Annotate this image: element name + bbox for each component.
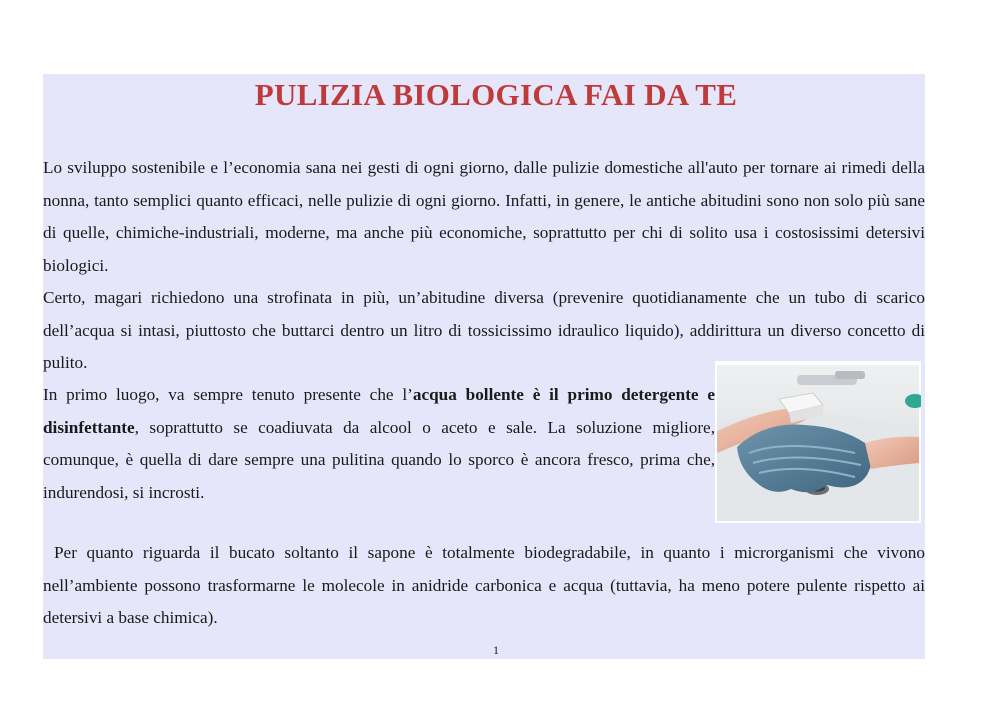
paragraph-intro: Lo sviluppo sostenibile e l’economia sana nei gesti di ogni giorno, dalle pulizie domestiche all'auto per tornare ai rimedi della nonna, tanto semplici quanto efficaci, nelle pulizie di ogni giorno. Infatti, in genere, le antiche abitudini sono non solo più sane di quelle, chimiche-industriali, moderne, ma anche più economiche, soprattutto per chi di solito usa i costosissimi detersivi biologici. [43, 158, 925, 275]
photo-hands-washing-icon [715, 361, 921, 523]
page-title: PULIZIA BIOLOGICA FAI DA TE [254, 77, 738, 112]
paragraph-boiling-water-tail: , soprattutto se coadiuvata da alcool o aceto e sale. La soluzione migliore, comunque, è quella di dare sempre una pulitina quando lo sporco è ancora fresco, prima che, indurendosi, si incrosti. [43, 417, 715, 502]
paragraph-laundry: Per quanto riguarda il bucato soltanto il sapone è totalmente biodegradabile, in quanto i microrganismi che vivono nell’ambiente possono trasformarne le molecole in anidride carbonica e acqua (tuttavia, ha meno potere pulente rispetto ai detersivi a base chimica). [43, 543, 925, 627]
paragraph-boiling-water [43, 379, 715, 509]
page-number: 1 [493, 643, 499, 657]
paragraph-boiling-water-lead: In primo luogo, va sempre tenuto presente che l’ [43, 385, 413, 404]
paragraph-habits: Certo, magari richiedono una strofinata in più, un’abitudine diversa (prevenire quotidianamente che un tubo di scarico dell’acqua si intasi, piuttosto che buttarci dentro un litro di tossicissimo idraulico liquido), addirittura un diverso concetto di pulito. [43, 288, 925, 372]
paragraph-boiling-water-bold: acqua bollente è il primo detergente e disinfettante [43, 385, 715, 437]
